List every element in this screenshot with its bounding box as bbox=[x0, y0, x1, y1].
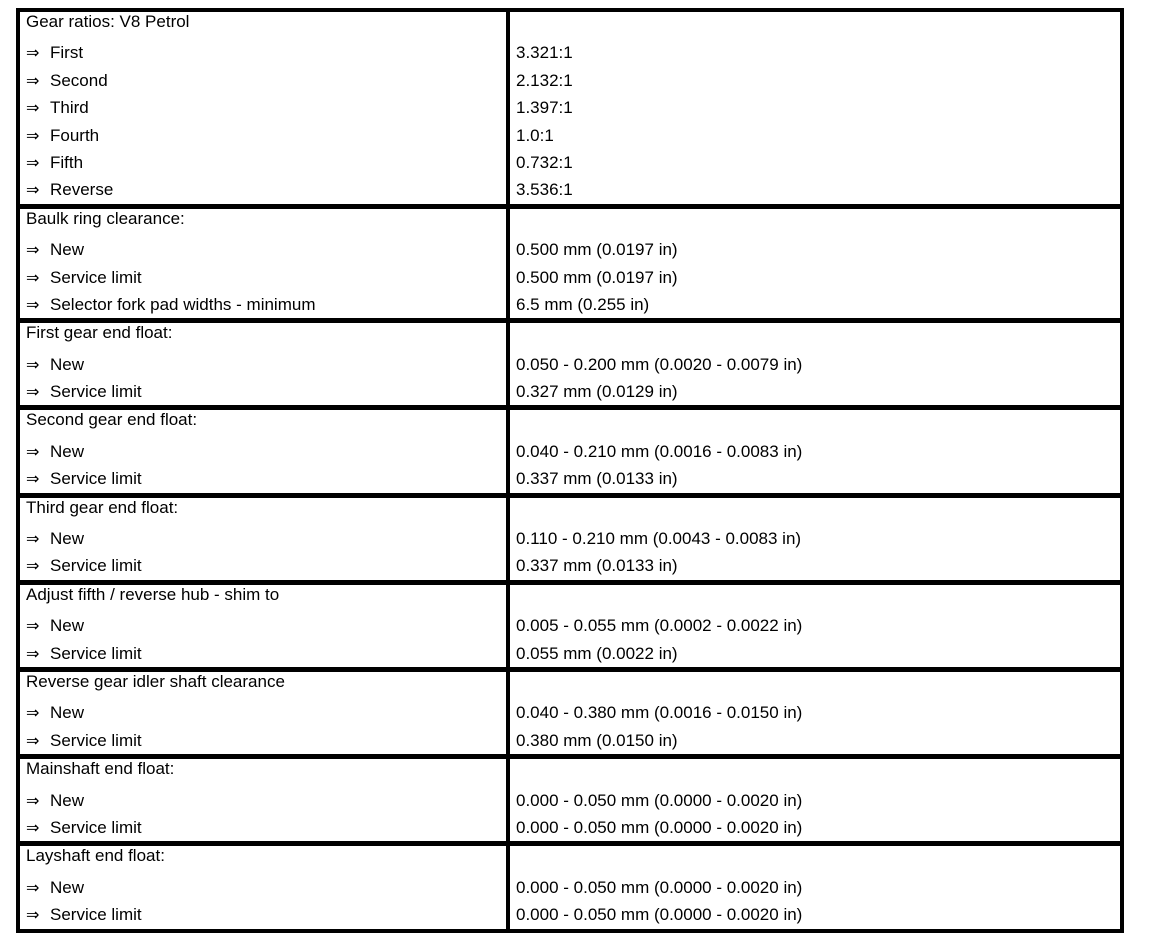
spec-row-label bbox=[26, 814, 506, 841]
spec-value: 0.327 mm (0.0129 in) bbox=[516, 382, 678, 402]
spec-label-text: New bbox=[50, 240, 85, 260]
double-arrow-icon: ⇒ bbox=[26, 877, 40, 897]
spec-label-text: New bbox=[50, 441, 85, 461]
spec-section bbox=[20, 754, 1120, 841]
section-title: Adjust fifth / reverse hub - shim to bbox=[26, 584, 280, 604]
spec-value: 3.321:1 bbox=[516, 43, 573, 63]
spec-section bbox=[20, 405, 1120, 492]
spec-value: 3.536:1 bbox=[516, 180, 573, 200]
spec-row-label bbox=[26, 787, 506, 814]
spec-label-text: Service limit bbox=[50, 382, 142, 402]
section-title-value-blank bbox=[516, 410, 1120, 437]
spec-row-label bbox=[26, 525, 506, 552]
section-title: Mainshaft end float: bbox=[26, 759, 175, 779]
spec-value: 0.500 mm (0.0197 in) bbox=[516, 240, 678, 260]
double-arrow-icon: ⇒ bbox=[26, 267, 40, 287]
spec-value: 0.005 - 0.055 mm (0.0002 - 0.0022 in) bbox=[516, 616, 803, 636]
spec-row-label bbox=[26, 438, 506, 465]
spec-row-label bbox=[26, 351, 506, 378]
value-column bbox=[510, 846, 1120, 928]
spec-row-label bbox=[26, 901, 506, 928]
label-column bbox=[20, 12, 510, 204]
spec-value: 2.132:1 bbox=[516, 70, 573, 90]
label-column bbox=[20, 410, 510, 492]
value-column bbox=[510, 585, 1120, 667]
spec-label-text: Service limit bbox=[50, 469, 142, 489]
double-arrow-icon: ⇒ bbox=[26, 98, 40, 118]
spec-row-label bbox=[26, 874, 506, 901]
spec-section bbox=[20, 12, 1120, 204]
label-column bbox=[20, 846, 510, 928]
section-title-value-blank bbox=[516, 672, 1120, 699]
double-arrow-icon: ⇒ bbox=[26, 469, 40, 489]
double-arrow-icon: ⇒ bbox=[26, 70, 40, 90]
value-column bbox=[510, 323, 1120, 405]
label-column bbox=[20, 759, 510, 841]
spec-row-label bbox=[26, 94, 506, 121]
value-column bbox=[510, 410, 1120, 492]
section-title: First gear end float: bbox=[26, 323, 173, 343]
double-arrow-icon: ⇒ bbox=[26, 43, 40, 63]
double-arrow-icon: ⇒ bbox=[26, 294, 40, 314]
label-column bbox=[20, 498, 510, 580]
spec-row-label bbox=[26, 122, 506, 149]
spec-label-text: Fourth bbox=[50, 125, 100, 145]
spec-section bbox=[20, 493, 1120, 580]
spec-value: 0.337 mm (0.0133 in) bbox=[516, 469, 678, 489]
section-title-value-blank bbox=[516, 12, 1120, 39]
spec-value: 6.5 mm (0.255 in) bbox=[516, 294, 650, 314]
spec-value: 0.040 - 0.380 mm (0.0016 - 0.0150 in) bbox=[516, 703, 803, 723]
spec-row-label bbox=[26, 727, 506, 754]
spec-row-label bbox=[26, 640, 506, 667]
spec-row-label bbox=[26, 176, 506, 203]
section-title-value-blank bbox=[516, 498, 1120, 525]
spec-label-text: Second bbox=[50, 70, 108, 90]
spec-section bbox=[20, 580, 1120, 667]
spec-row-label bbox=[26, 291, 506, 318]
spec-label-text: Fifth bbox=[50, 152, 84, 172]
spec-label-text: Service limit bbox=[50, 817, 142, 837]
spec-value: 0.500 mm (0.0197 in) bbox=[516, 267, 678, 287]
spec-row-label bbox=[26, 378, 506, 405]
spec-section bbox=[20, 318, 1120, 405]
specification-table bbox=[16, 8, 1124, 933]
section-title: Third gear end float: bbox=[26, 497, 179, 517]
spec-row-label bbox=[26, 67, 506, 94]
double-arrow-icon: ⇒ bbox=[26, 556, 40, 576]
double-arrow-icon: ⇒ bbox=[26, 125, 40, 145]
value-column bbox=[510, 12, 1120, 204]
spec-label-text: Service limit bbox=[50, 643, 142, 663]
spec-label-text: Service limit bbox=[50, 267, 142, 287]
spec-row-label bbox=[26, 264, 506, 291]
spec-value: 0.732:1 bbox=[516, 152, 573, 172]
section-title: Reverse gear idler shaft clearance bbox=[26, 671, 285, 691]
section-title: Second gear end float: bbox=[26, 410, 198, 430]
spec-label-text: Reverse bbox=[50, 180, 114, 200]
section-title: Baulk ring clearance: bbox=[26, 208, 185, 228]
spec-value: 0.055 mm (0.0022 in) bbox=[516, 643, 678, 663]
double-arrow-icon: ⇒ bbox=[26, 529, 40, 549]
double-arrow-icon: ⇒ bbox=[26, 730, 40, 750]
spec-value: 1.0:1 bbox=[516, 125, 554, 145]
double-arrow-icon: ⇒ bbox=[26, 905, 40, 925]
spec-value: 0.040 - 0.210 mm (0.0016 - 0.0083 in) bbox=[516, 441, 803, 461]
double-arrow-icon: ⇒ bbox=[26, 382, 40, 402]
spec-label-text: New bbox=[50, 529, 85, 549]
spec-row-label bbox=[26, 612, 506, 639]
double-arrow-icon: ⇒ bbox=[26, 354, 40, 374]
double-arrow-icon: ⇒ bbox=[26, 643, 40, 663]
spec-row-label bbox=[26, 236, 506, 263]
double-arrow-icon: ⇒ bbox=[26, 817, 40, 837]
label-column bbox=[20, 323, 510, 405]
spec-label-text: Service limit bbox=[50, 730, 142, 750]
value-column bbox=[510, 209, 1120, 319]
spec-value: 0.000 - 0.050 mm (0.0000 - 0.0020 in) bbox=[516, 790, 803, 810]
label-column bbox=[20, 672, 510, 754]
spec-row-label bbox=[26, 149, 506, 176]
double-arrow-icon: ⇒ bbox=[26, 152, 40, 172]
spec-value: 1.397:1 bbox=[516, 98, 573, 118]
double-arrow-icon: ⇒ bbox=[26, 616, 40, 636]
value-column bbox=[510, 672, 1120, 754]
spec-label-text: Service limit bbox=[50, 905, 142, 925]
spec-label-text: Selector fork pad widths - minimum bbox=[50, 294, 316, 314]
spec-value: 0.110 - 0.210 mm (0.0043 - 0.0083 in) bbox=[516, 529, 802, 549]
value-column bbox=[510, 759, 1120, 841]
spec-value: 0.000 - 0.050 mm (0.0000 - 0.0020 in) bbox=[516, 905, 803, 925]
double-arrow-icon: ⇒ bbox=[26, 790, 40, 810]
section-title-value-blank bbox=[516, 585, 1120, 612]
section-title-value-blank bbox=[516, 846, 1120, 873]
spec-row-label bbox=[26, 39, 506, 66]
spec-label-text: First bbox=[50, 43, 84, 63]
double-arrow-icon: ⇒ bbox=[26, 240, 40, 260]
spec-label-text: New bbox=[50, 703, 85, 723]
double-arrow-icon: ⇒ bbox=[26, 441, 40, 461]
spec-label-text: Service limit bbox=[50, 556, 142, 576]
spec-section bbox=[20, 204, 1120, 319]
spec-value: 0.000 - 0.050 mm (0.0000 - 0.0020 in) bbox=[516, 817, 803, 837]
label-column bbox=[20, 209, 510, 319]
spec-label-text: Third bbox=[50, 98, 89, 118]
spec-section bbox=[20, 667, 1120, 754]
spec-value: 0.337 mm (0.0133 in) bbox=[516, 556, 678, 576]
spec-label-text: New bbox=[50, 790, 85, 810]
label-column bbox=[20, 585, 510, 667]
section-title-value-blank bbox=[516, 323, 1120, 350]
spec-row-label bbox=[26, 552, 506, 579]
spec-value: 0.050 - 0.200 mm (0.0020 - 0.0079 in) bbox=[516, 354, 803, 374]
spec-value: 0.380 mm (0.0150 in) bbox=[516, 730, 678, 750]
spec-section bbox=[20, 841, 1120, 928]
section-title-value-blank bbox=[516, 209, 1120, 236]
spec-label-text: New bbox=[50, 616, 85, 636]
spec-row-label bbox=[26, 465, 506, 492]
double-arrow-icon: ⇒ bbox=[26, 703, 40, 723]
spec-value: 0.000 - 0.050 mm (0.0000 - 0.0020 in) bbox=[516, 877, 803, 897]
spec-row-label bbox=[26, 699, 506, 726]
double-arrow-icon: ⇒ bbox=[26, 180, 40, 200]
spec-label-text: New bbox=[50, 354, 85, 374]
spec-label-text: New bbox=[50, 877, 85, 897]
value-column bbox=[510, 498, 1120, 580]
section-title: Layshaft end float: bbox=[26, 846, 165, 866]
section-title: Gear ratios: V8 Petrol bbox=[26, 12, 190, 31]
section-title-value-blank bbox=[516, 759, 1120, 786]
